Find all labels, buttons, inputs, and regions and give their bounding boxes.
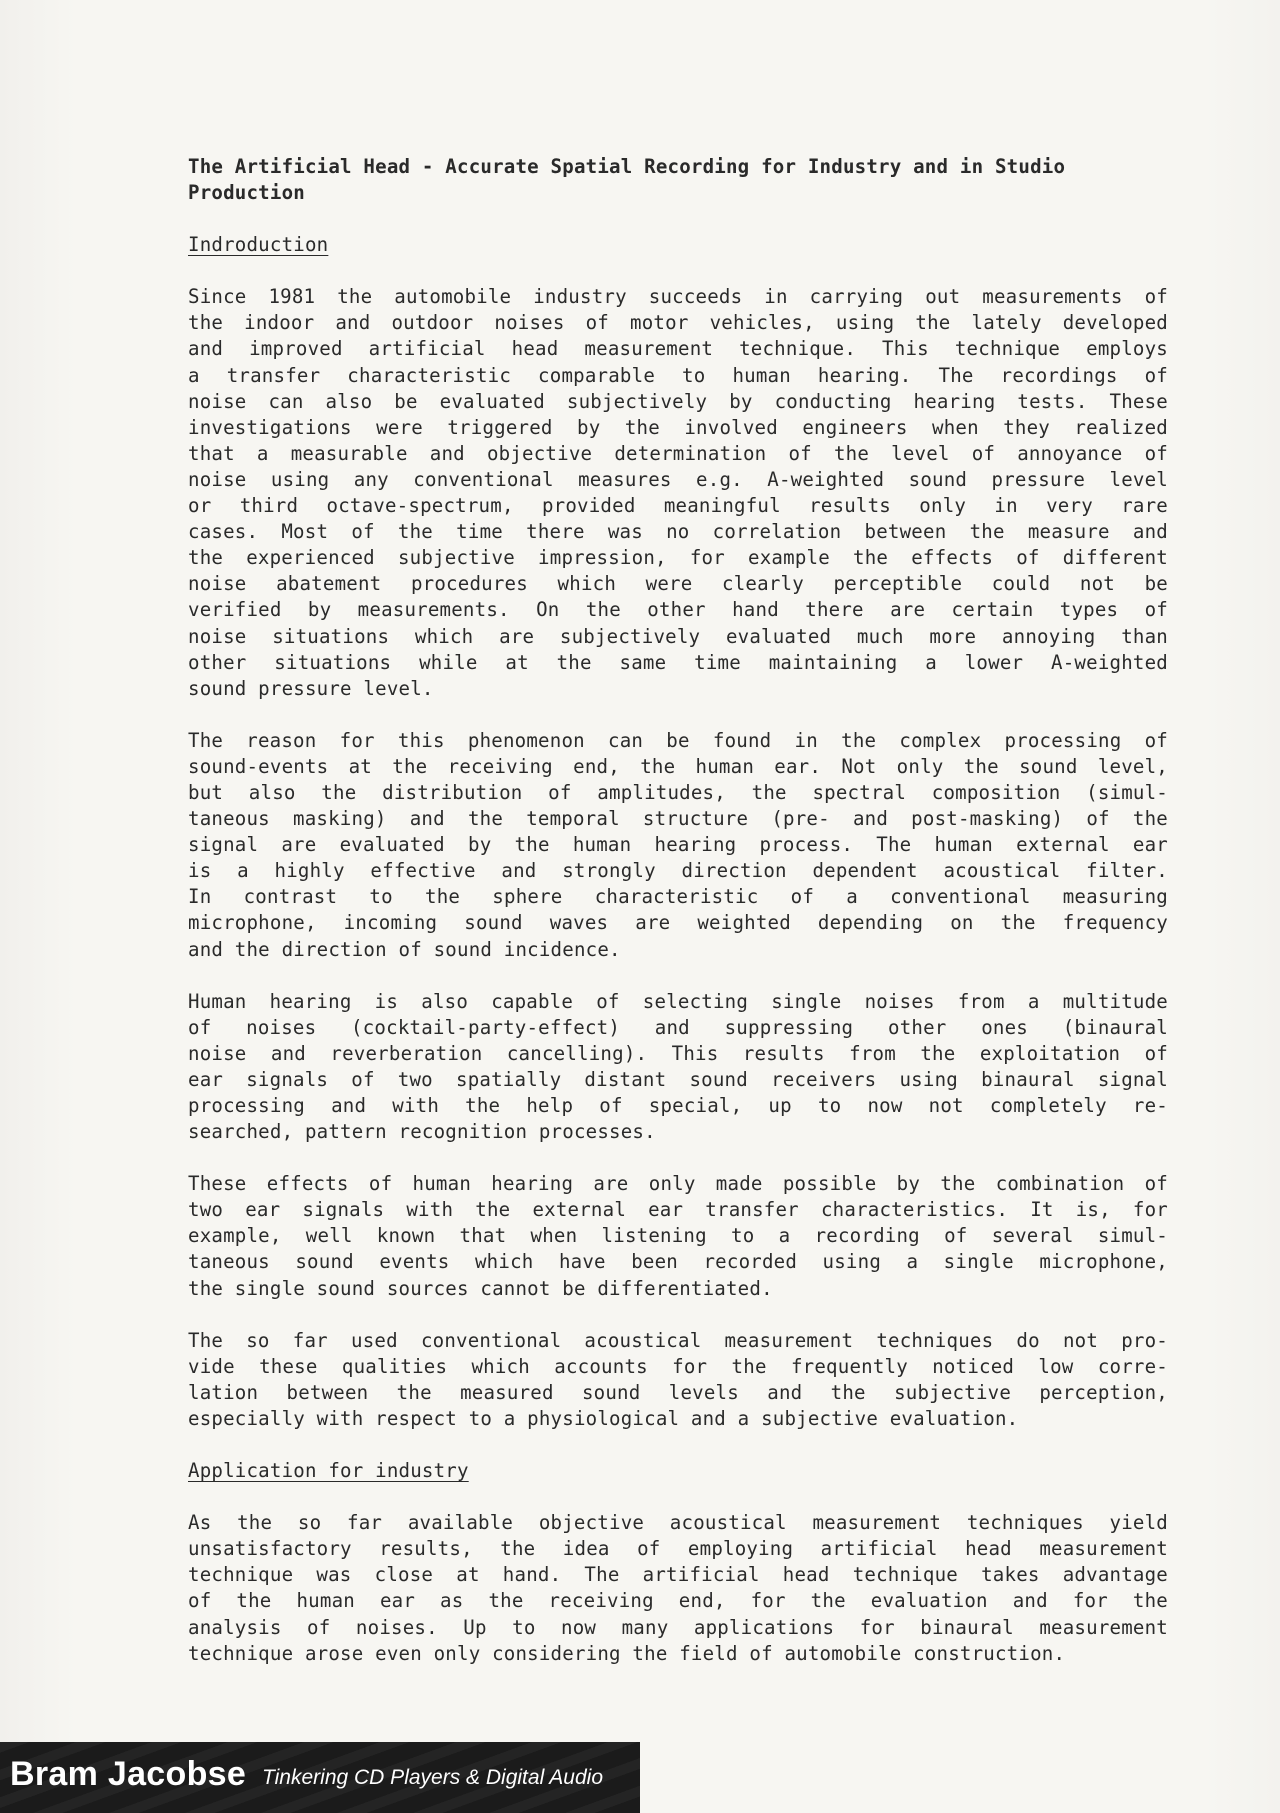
paragraph <box>188 1510 1168 1667</box>
paragraph-line: and the direction of sound incidence. <box>188 937 621 961</box>
paragraph-line: analysis of noises. Up to now many applications for binaural measurement <box>188 1615 1168 1639</box>
paragraph-line: the experienced subjective impression, for example the effects of different <box>188 546 1168 570</box>
paragraph-line: In contrast to the sphere characteristic of a conventional measuring <box>188 885 1168 909</box>
paragraph <box>188 284 1168 702</box>
paragraph-line: investigations were triggered by the involved engineers when they realized <box>188 415 1168 439</box>
document-body <box>188 154 1168 1693</box>
paragraph-line: example, well known that when listening to a recording of several simul- <box>188 1224 1168 1248</box>
paragraph-line: ear signals of two spatially distant sound receivers using binaural signal <box>188 1067 1168 1091</box>
paragraph-line: microphone, incoming sound waves are weighted depending on the frequency <box>188 911 1168 935</box>
paragraph <box>188 1171 1168 1301</box>
paragraph-line: a transfer characteristic comparable to human hearing. The recordings of <box>188 363 1168 387</box>
watermark-tagline: Tinkering CD Players & Digital Audio <box>262 1766 604 1789</box>
paragraph-line: verified by measurements. On the other hand there are certain types of <box>188 598 1168 622</box>
paragraph-line: technique was close at hand. The artificial head technique takes advantage <box>188 1563 1168 1587</box>
paragraph-line: sound pressure level. <box>188 676 434 700</box>
paragraph-line: noise and reverberation cancelling). This results from the exploitation of <box>188 1041 1168 1065</box>
paragraph-line: two ear signals with the external ear transfer characteristics. It is, for <box>188 1198 1168 1222</box>
paragraph-line: sound-events at the receiving end, the human ear. Not only the sound level, <box>188 754 1168 778</box>
paragraph-line: unsatisfactory results, the idea of employing artificial head measurement <box>188 1537 1168 1561</box>
industry-section <box>188 1510 1168 1667</box>
paragraph-line: taneous masking) and the temporal structure (pre- and post-masking) of the <box>188 807 1168 831</box>
document-title <box>188 154 1168 206</box>
paragraph-line: and improved artificial head measurement technique. This technique employs <box>188 337 1168 361</box>
paragraph-line: that a measurable and objective determination of the level of annoyance of <box>188 441 1168 465</box>
paragraph <box>188 1328 1168 1432</box>
paragraph-line: other situations while at the same time maintaining a lower A-weighted <box>188 650 1168 674</box>
paragraph-line: the single sound sources cannot be differentiated. <box>188 1276 773 1300</box>
paragraph-line: noise situations which are subjectively evaluated much more annoying than <box>188 624 1168 648</box>
watermark-name: Bram Jacobse <box>10 1755 247 1793</box>
paragraph-line: but also the distribution of amplitudes, the spectral composition (simul- <box>188 780 1168 804</box>
paragraph-line: Since 1981 the automobile industry succeeds in carrying out measurements of <box>188 285 1168 309</box>
paragraph-line: These effects of human hearing are only made possible by the combination of <box>188 1172 1168 1196</box>
paragraph-line: or third octave-spectrum, provided meaningful results only in very rare <box>188 494 1168 518</box>
paragraph-line: noise abatement procedures which were clearly perceptible could not be <box>188 572 1168 596</box>
paragraph-line: noise using any conventional measures e.g. A-weighted sound pressure level <box>188 467 1168 491</box>
paragraph-line: signal are evaluated by the human hearing process. The human external ear <box>188 833 1168 857</box>
paragraph-line: The reason for this phenomenon can be found in the complex processing of <box>188 728 1168 752</box>
intro-section <box>188 284 1168 1432</box>
paragraph-line: noise can also be evaluated subjectively by conducting hearing tests. These <box>188 389 1168 413</box>
title-line: Production <box>188 181 305 205</box>
paragraph-line: As the so far available objective acoustical measurement techniques yield <box>188 1511 1168 1535</box>
paragraph-line: taneous sound events which have been recorded using a single microphone, <box>188 1250 1168 1274</box>
paragraph-line: of the human ear as the receiving end, for the evaluation and for the <box>188 1589 1168 1613</box>
watermark-banner <box>0 1742 640 1813</box>
paragraph-line: searched, pattern recognition processes. <box>188 1120 656 1144</box>
paragraph-line: vide these qualities which accounts for the frequently noticed low corre- <box>188 1354 1168 1378</box>
industry-heading: Application for industry <box>188 1459 469 1483</box>
paragraph-line: is a highly effective and strongly direction dependent acoustical filter. <box>188 859 1168 883</box>
paragraph <box>188 989 1168 1146</box>
paragraph-line: the indoor and outdoor noises of motor vehicles, using the lately developed <box>188 311 1168 335</box>
paragraph <box>188 728 1168 963</box>
paragraph-line: The so far used conventional acoustical measurement techniques do not pro- <box>188 1328 1168 1352</box>
paragraph-line: technique arose even only considering the field of automobile construction. <box>188 1641 1066 1665</box>
paragraph-line: cases. Most of the time there was no correlation between the measure and <box>188 520 1168 544</box>
paragraph-line: lation between the measured sound levels and the subjective perception, <box>188 1380 1168 1404</box>
intro-heading: Indroduction <box>188 233 329 257</box>
paragraph-line: especially with respect to a physiological and a subjective evaluation. <box>188 1406 1019 1430</box>
title-line: The Artificial Head - Accurate Spatial Recording for Industry and in Studio <box>188 155 1066 178</box>
paragraph-line: Human hearing is also capable of selecting single noises from a multitude <box>188 989 1168 1013</box>
paragraph-line: of noises (cocktail-party-effect) and suppressing other ones (binaural <box>188 1015 1168 1039</box>
paragraph-line: processing and with the help of special, up to now not completely re- <box>188 1094 1168 1117</box>
